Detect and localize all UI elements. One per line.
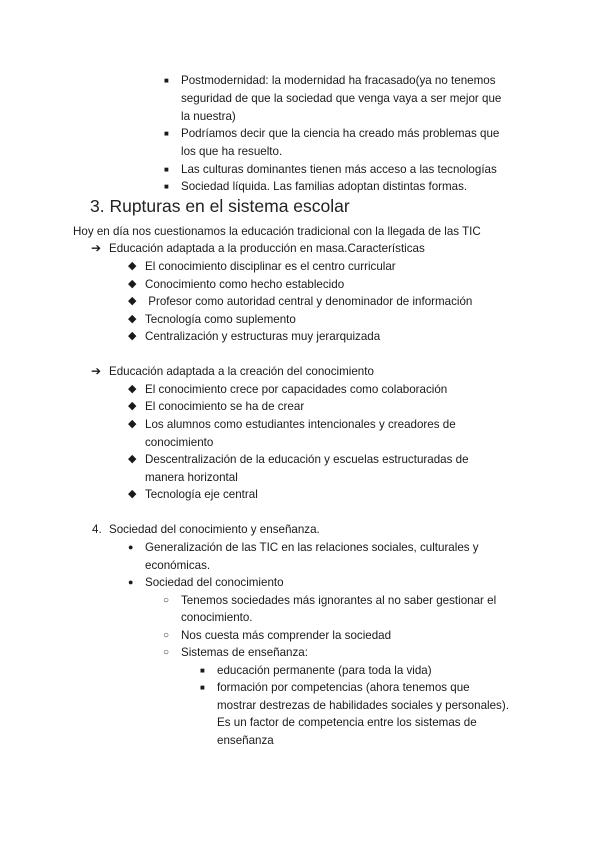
arrow-bullet-icon: ➔ [91,241,102,255]
sub-item-2: Nos cuesta más comprender la sociedad [181,629,392,642]
diamond-bullet-icon: ◆ [128,453,137,465]
circle-bullet-icon: ○ [163,630,170,641]
diamond-bullet-icon: ◆ [128,313,137,325]
sub-item-1-line-2: conocimiento. [181,611,253,624]
sub-sub-item-2-line-1: formación por competencias (ahora tenemos que [217,681,470,694]
intro-item-1-line-2: seguridad de que la sociedad que venga vaya a ser mejor que [181,92,502,105]
sub-sub-item-2-line-2: mostrar destrezas de habilidades sociales y personales). [217,699,509,712]
sub-sub-item-2-line-3: Es un factor de competencia entre los sistemas de [217,716,477,729]
section-3-intro: Hoy en día nos cuestionamos la educación tradicional con la llegada de las TIC [73,225,481,238]
group-2-item-2: El conocimiento se ha de crear [145,400,305,413]
circle-bullet-icon: ○ [163,595,170,606]
sub-sub-item-2-line-4: enseñanza [217,734,274,747]
intro-item-2-line-1: Podríamos decir que la ciencia ha creado más problemas que [181,127,500,140]
intro-item-1-line-3: la nuestra) [181,110,236,123]
group-2-item-5: Tecnología eje central [145,488,258,501]
section-4-title: Sociedad del conocimiento y enseñanza. [109,523,320,536]
diamond-bullet-icon: ◆ [128,488,137,500]
square-bullet-icon: ■ [164,165,169,174]
diamond-bullet-icon: ◆ [128,383,137,395]
circle-bullet-icon: ○ [163,647,170,658]
intro-item-3: Las culturas dominantes tienen más acceso a las tecnologías [181,163,497,176]
diamond-bullet-icon: ◆ [128,295,137,307]
group-1-item-3: Profesor como autoridad central y denominador de información [145,295,473,308]
group-1-item-1: El conocimiento disciplinar es el centro curricular [145,260,396,273]
section-4-item-1-line-1: Generalización de las TIC en las relaciones sociales, culturales y [145,541,479,554]
section-4-item-1-line-2: económicas. [145,559,211,572]
sub-sub-item-1: educación permanente (para toda la vida) [217,664,432,677]
square-bullet-icon: ■ [164,182,169,191]
diamond-bullet-icon: ◆ [128,278,137,290]
diamond-bullet-icon: ◆ [128,418,137,430]
arrow-bullet-icon: ➔ [91,364,102,378]
group-2-item-4-line-1: Descentralización de la educación y escuelas estructuradas de [145,453,469,466]
group-2-item-1: El conocimiento crece por capacidades como colaboración [145,383,448,396]
group-1-title: Educación adaptada a la producción en masa.Características [109,242,425,255]
diamond-bullet-icon: ◆ [128,330,137,342]
diamond-bullet-icon: ◆ [128,400,137,412]
square-bullet-icon: ■ [200,683,205,692]
section-4-number: 4. [92,523,102,536]
intro-item-2-line-2: los que ha resuelto. [181,145,283,158]
group-2-item-4-line-2: manera horizontal [145,471,238,484]
intro-item-1-line-1: Postmodernidad: la modernidad ha fracasado(ya no tenemos [181,74,496,87]
group-1-item-5: Centralización y estructuras muy jerarquizada [145,330,381,343]
square-bullet-icon: ■ [200,666,205,675]
square-bullet-icon: ■ [164,129,169,138]
disc-bullet-icon: ● [128,577,134,587]
group-1-item-4: Tecnología como suplemento [145,313,296,326]
group-2-title: Educación adaptada a la creación del conocimiento [109,365,374,378]
section-3-heading: 3. Rupturas en el sistema escolar [90,196,350,216]
square-bullet-icon: ■ [164,76,169,85]
group-2-item-3-line-2: conocimiento [145,436,214,449]
disc-bullet-icon: ● [128,542,134,552]
sub-item-3: Sistemas de enseñanza: [181,646,308,659]
diamond-bullet-icon: ◆ [128,260,137,272]
section-4-item-2: Sociedad del conocimiento [145,576,284,589]
group-1-item-2: Conocimiento como hecho establecido [145,278,345,291]
intro-item-4: Sociedad líquida. Las familias adoptan distintas formas. [181,180,468,193]
group-2-item-3-line-1: Los alumnos como estudiantes intencionales y creadores de [145,418,456,431]
sub-item-1-line-1: Tenemos sociedades más ignorantes al no saber gestionar el [181,594,497,607]
